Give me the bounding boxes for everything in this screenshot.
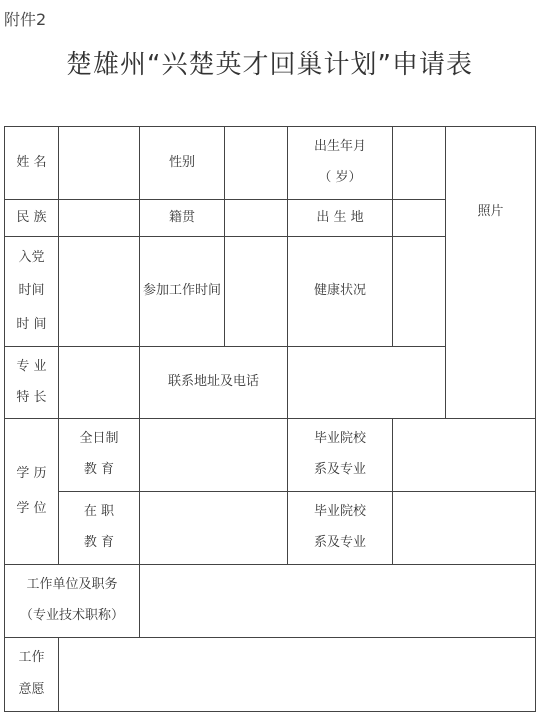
school2-label	[288, 492, 393, 565]
contact-label: 联系地址及电话	[140, 347, 288, 419]
fulltime-label	[59, 419, 140, 492]
intention-label	[5, 638, 59, 712]
employer-line2: （专业技术职称）	[19, 608, 124, 624]
school1-label	[288, 419, 393, 492]
onjob-label	[59, 492, 140, 565]
photo-cell[interactable]	[446, 127, 536, 419]
school1-line2: 系及专业	[313, 462, 366, 478]
birthplace-label: 出 生 地	[288, 200, 393, 237]
work-start-field[interactable]	[225, 237, 288, 347]
gender-label: 性别	[140, 127, 225, 200]
specialty-line2: 特 长	[16, 389, 47, 405]
fulltime-line2: 教 育	[83, 462, 115, 478]
school2-line2: 系及专业	[313, 535, 366, 551]
intention-line1: 工作	[18, 650, 45, 666]
health-field[interactable]	[393, 237, 446, 347]
party-time-field[interactable]	[59, 237, 140, 347]
onjob-line2: 教 育	[83, 535, 115, 551]
school1-field[interactable]	[393, 419, 536, 492]
school1-line1: 毕业院校	[313, 431, 366, 447]
native-place-label: 籍贯	[140, 200, 225, 237]
ethnicity-field[interactable]	[59, 200, 140, 237]
ethnicity-label: 民 族	[5, 200, 59, 237]
specialty-field[interactable]	[59, 347, 140, 419]
intention-line2: 意愿	[18, 682, 45, 698]
party-time-label	[5, 237, 59, 347]
intention-field[interactable]	[59, 638, 536, 712]
birth-label	[288, 127, 393, 200]
contact-field[interactable]	[288, 347, 446, 419]
work-start-label: 参加工作时间	[140, 237, 225, 347]
education-line1: 学 历	[16, 465, 47, 481]
native-place-field[interactable]	[225, 200, 288, 237]
birth-label-line1: 出生年月	[313, 139, 366, 155]
employer-field[interactable]	[140, 565, 536, 638]
health-label: 健康状况	[288, 237, 393, 347]
employer-label	[5, 565, 140, 638]
gender-field[interactable]	[225, 127, 288, 200]
photo-label: 照片	[477, 204, 504, 220]
fulltime-field[interactable]	[140, 419, 288, 492]
birth-field[interactable]	[393, 127, 446, 200]
attachment-label: 附件2	[4, 10, 47, 29]
page-title: 楚雄州“兴楚英才回巢计划”申请表	[66, 50, 473, 80]
education-label	[5, 419, 59, 565]
specialty-line1: 专 业	[16, 358, 47, 374]
party-time-line2: 时间	[18, 283, 45, 299]
employer-line1: 工作单位及职务	[26, 577, 118, 593]
party-time-line1: 入党	[18, 250, 45, 266]
fulltime-line1: 全日制	[79, 431, 119, 447]
name-label: 姓 名	[5, 127, 59, 200]
name-field[interactable]	[59, 127, 140, 200]
application-form-table	[4, 126, 536, 712]
birth-label-line2: （ 岁）	[318, 170, 362, 186]
education-line2: 学 位	[16, 500, 47, 516]
onjob-field[interactable]	[140, 492, 288, 565]
specialty-label	[5, 347, 59, 419]
school2-field[interactable]	[393, 492, 536, 565]
school2-line1: 毕业院校	[313, 504, 366, 520]
party-time-line3: 时 间	[16, 316, 47, 332]
onjob-line1: 在 职	[83, 504, 115, 520]
birthplace-field[interactable]	[393, 200, 446, 237]
